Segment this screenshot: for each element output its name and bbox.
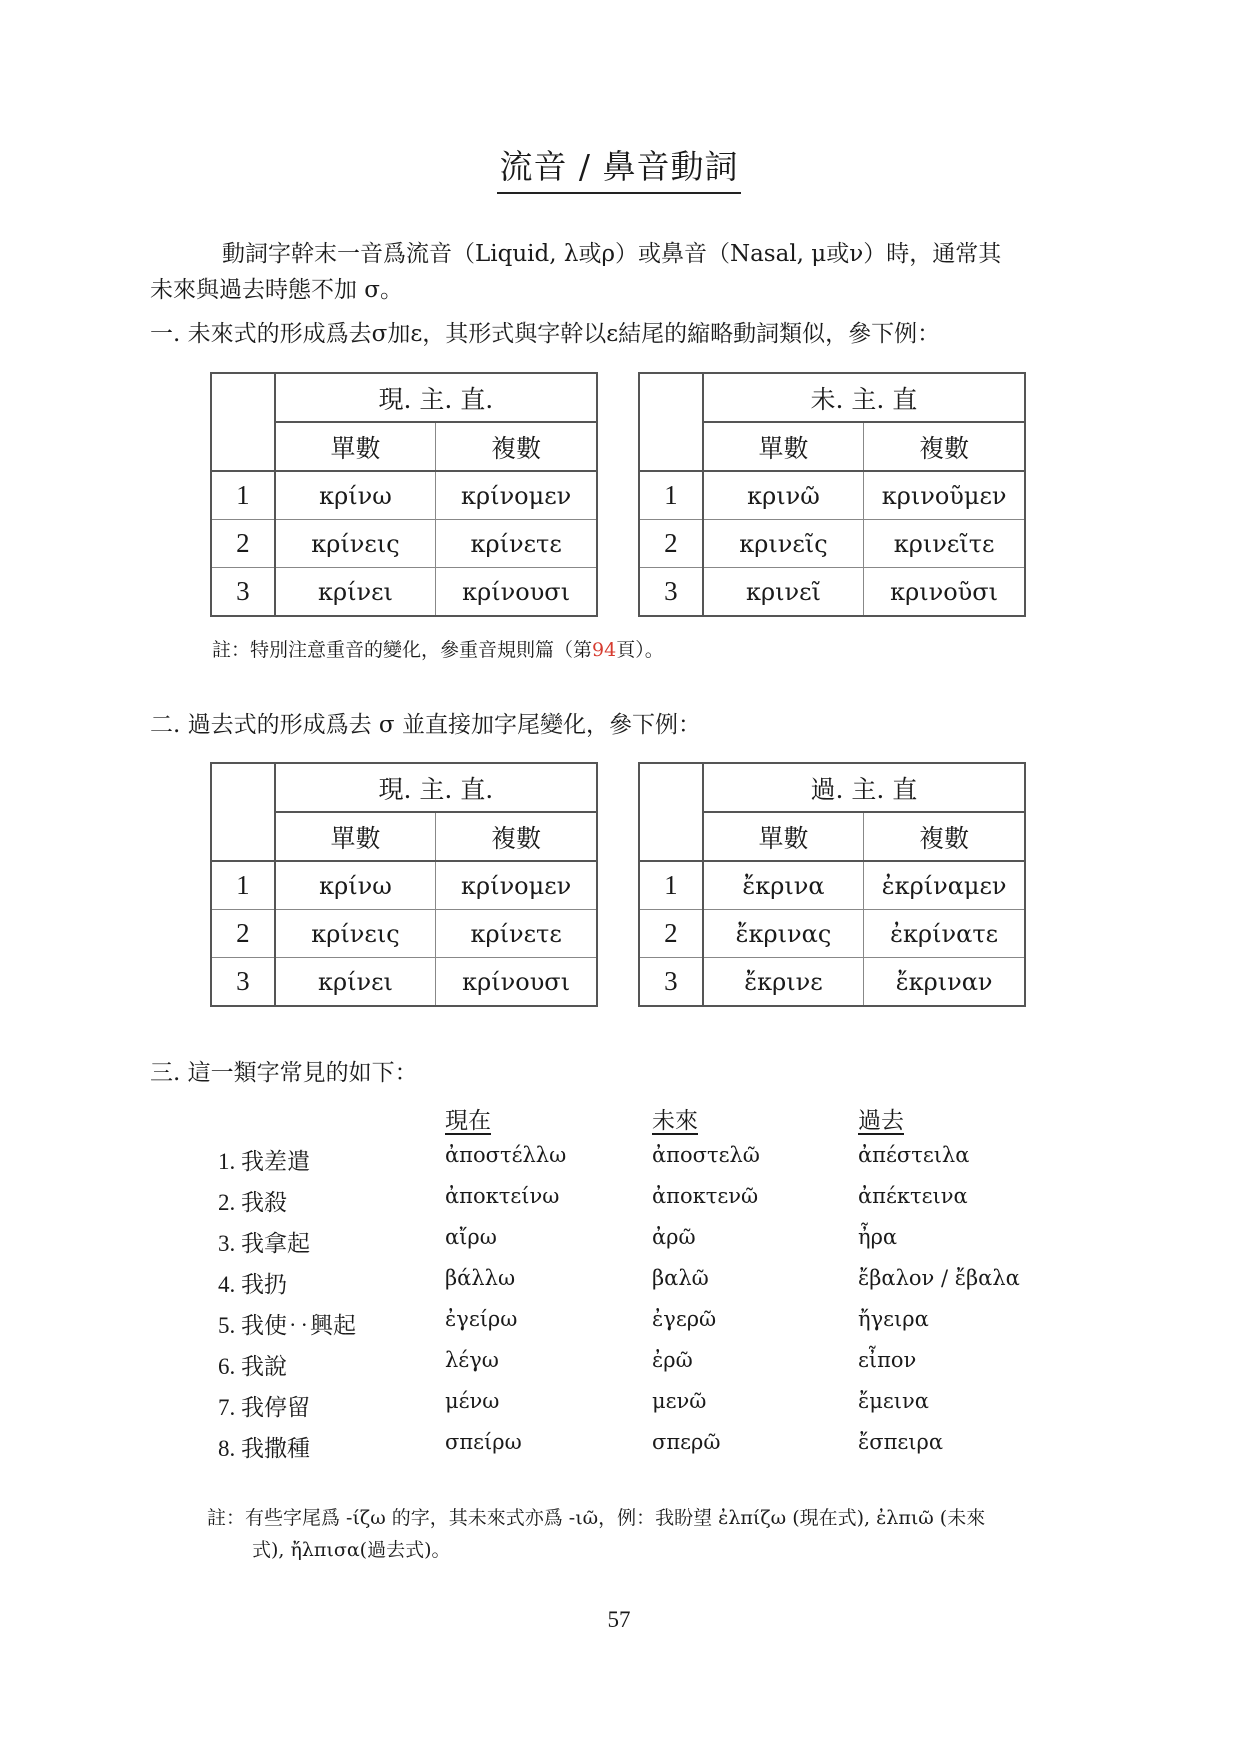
singular-form: ἔκρινα: [703, 861, 864, 910]
table-row: [639, 910, 1025, 958]
present-indicative-table-2: [210, 762, 598, 1007]
singular-form: κρίνει: [275, 958, 436, 1007]
future-form: ἀρῶ: [652, 1225, 696, 1249]
intro-paragraph: [150, 236, 1090, 308]
table-row: [211, 910, 597, 958]
singular-form: κρίνω: [275, 471, 436, 520]
aorist-indicative-table: [638, 762, 1026, 1007]
table-row: [639, 861, 1025, 910]
table-header: 現. 主. 直.: [275, 373, 597, 422]
aorist-form: ἔβαλον / ἔβαλα: [858, 1266, 1020, 1290]
present-form: βάλλω: [445, 1266, 516, 1290]
table-header: 過. 主. 直: [703, 763, 1025, 812]
page-reference-link[interactable]: 94: [592, 639, 617, 661]
column-future: 未來: [652, 1108, 698, 1134]
person-number: 2: [639, 520, 703, 568]
list-item: [0, 1430, 1238, 1470]
present-form: αἴρω: [445, 1225, 497, 1249]
present-form: ἀποστέλλω: [445, 1143, 567, 1167]
future-form: σπερῶ: [652, 1430, 721, 1454]
intro-line-1: [150, 236, 1090, 272]
person-number: 2: [211, 910, 275, 958]
list-item: [0, 1348, 1238, 1388]
person-number: 3: [211, 568, 275, 617]
future-form: βαλῶ: [652, 1266, 709, 1290]
aorist-form: ἀπέστειλα: [858, 1143, 970, 1167]
present-indicative-table-1: [210, 372, 598, 617]
intro-line-2: 未來與過去時態不加 σ。: [150, 277, 404, 303]
column-singular: 單數: [275, 422, 436, 471]
aorist-form: ἤγειρα: [858, 1307, 929, 1331]
corner-cell: [211, 763, 275, 861]
person-number: 1: [211, 471, 275, 520]
plural-form: κρινοῦμεν: [864, 471, 1025, 520]
person-number: 1: [211, 861, 275, 910]
person-number: 1: [639, 471, 703, 520]
plural-form: ἐκρίναμεν: [864, 861, 1025, 910]
future-form: ἐρῶ: [652, 1348, 693, 1372]
page-title: [0, 145, 1238, 194]
present-form: λέγω: [445, 1348, 499, 1372]
person-number: 3: [639, 958, 703, 1007]
table-row: [211, 568, 597, 617]
table-row: [211, 958, 597, 1007]
plural-form: κρίνομεν: [436, 861, 597, 910]
plural-form: κρίνετε: [436, 910, 597, 958]
column-singular: 單數: [703, 812, 864, 861]
column-aorist: 過去: [858, 1108, 904, 1134]
verb-meaning: 2. 我殺: [218, 1190, 287, 1215]
plural-form: κρίνουσι: [436, 568, 597, 617]
izo-note-line-2: 式), ἤλπισα(過去式)。: [252, 1539, 451, 1561]
corner-cell: [639, 373, 703, 471]
person-number: 2: [639, 910, 703, 958]
table-row: [211, 471, 597, 520]
plural-form: κρίνομεν: [436, 471, 597, 520]
singular-form: κρινεῖς: [703, 520, 864, 568]
aorist-form: ἔμεινα: [858, 1389, 929, 1413]
table-row: [639, 471, 1025, 520]
verb-meaning: 5. 我使‥興起: [218, 1313, 356, 1338]
verb-meaning: 3. 我拿起: [218, 1231, 310, 1256]
verb-meaning: 7. 我停留: [218, 1395, 310, 1420]
accent-note-prefix: 註：特別注意重音的變化，參重音規則篇（第: [212, 639, 593, 661]
corner-cell: [639, 763, 703, 861]
aorist-form: εἶπον: [858, 1348, 917, 1372]
aorist-form: ἀπέκτεινα: [858, 1184, 968, 1208]
future-form: μενῶ: [652, 1389, 707, 1413]
column-singular: 單數: [275, 812, 436, 861]
column-present: 現在: [445, 1108, 491, 1134]
accent-note-suffix: 頁）。: [616, 639, 664, 661]
list-item: [0, 1266, 1238, 1306]
plural-form: κρινεῖτε: [864, 520, 1025, 568]
future-form: ἀποστελῶ: [652, 1143, 760, 1167]
verb-meaning: 1. 我差遣: [218, 1149, 310, 1174]
corner-cell: [211, 373, 275, 471]
table-row: [639, 958, 1025, 1007]
plural-form: κρίνουσι: [436, 958, 597, 1007]
plural-form: κρινοῦσι: [864, 568, 1025, 617]
person-number: 3: [639, 568, 703, 617]
singular-form: ἔκρινε: [703, 958, 864, 1007]
table-header: 現. 主. 直.: [275, 763, 597, 812]
intro-line-1-text: 動詞字幹末一音爲流音（Liquid, λ或ρ）或鼻音（Nasal, μ或ν）時，通常其: [222, 241, 1002, 267]
column-plural: 複數: [864, 812, 1025, 861]
list-item: [0, 1143, 1238, 1183]
future-form: ἐγερῶ: [652, 1307, 717, 1331]
column-plural: 複數: [436, 812, 597, 861]
table-row: [211, 520, 597, 568]
singular-form: κρινεῖ: [703, 568, 864, 617]
person-number: 3: [211, 958, 275, 1007]
singular-form: κρίνει: [275, 568, 436, 617]
table-row: [211, 861, 597, 910]
list-item: [0, 1184, 1238, 1224]
person-number: 1: [639, 861, 703, 910]
singular-form: ἔκρινας: [703, 910, 864, 958]
column-plural: 複數: [864, 422, 1025, 471]
singular-form: κρίνεις: [275, 910, 436, 958]
aorist-form: ἔσπειρα: [858, 1430, 944, 1454]
table-row: [639, 568, 1025, 617]
table-row: [639, 520, 1025, 568]
future-form: ἀποκτενῶ: [652, 1184, 759, 1208]
list-item: [0, 1225, 1238, 1265]
page-title-text: 流音 / 鼻音動詞: [497, 145, 740, 194]
column-plural: 複數: [436, 422, 597, 471]
section-2-heading: 二. 過去式的形成爲去 σ 並直接加字尾變化，參下例：: [150, 712, 701, 738]
future-indicative-table: [638, 372, 1026, 617]
present-form: ἐγείρω: [445, 1307, 518, 1331]
plural-form: κρίνετε: [436, 520, 597, 568]
verb-meaning: 4. 我扔: [218, 1272, 287, 1297]
plural-form: ἐκρίνατε: [864, 910, 1025, 958]
section-1-heading: 一. 未來式的形成爲去σ加ε，其形式與字幹以ε結尾的縮略動詞類似，參下例：: [150, 321, 941, 347]
singular-form: κρίνεις: [275, 520, 436, 568]
verb-meaning: 8. 我撒種: [218, 1436, 310, 1461]
izo-note-line-1: 註：有些字尾爲 -ίζω 的字，其未來式亦爲 -ιῶ，例：我盼望 ἐλπίζω (現在式), ἐλπιῶ (未來: [207, 1507, 986, 1529]
present-form: μένω: [445, 1389, 500, 1413]
accent-note: [212, 634, 664, 666]
singular-form: κρίνω: [275, 861, 436, 910]
list-item: [0, 1389, 1238, 1429]
present-form: σπείρω: [445, 1430, 522, 1454]
singular-form: κρινῶ: [703, 471, 864, 520]
verb-meaning: 6. 我說: [218, 1354, 287, 1379]
column-singular: 單數: [703, 422, 864, 471]
plural-form: ἔκριναν: [864, 958, 1025, 1007]
section-3-heading: 三. 這一類字常見的如下：: [150, 1060, 418, 1086]
list-item: [0, 1307, 1238, 1347]
aorist-form: ἦρα: [858, 1225, 898, 1249]
present-form: ἀποκτείνω: [445, 1184, 560, 1208]
page-number: 57: [607, 1607, 631, 1632]
table-header: 未. 主. 直: [703, 373, 1025, 422]
person-number: 2: [211, 520, 275, 568]
